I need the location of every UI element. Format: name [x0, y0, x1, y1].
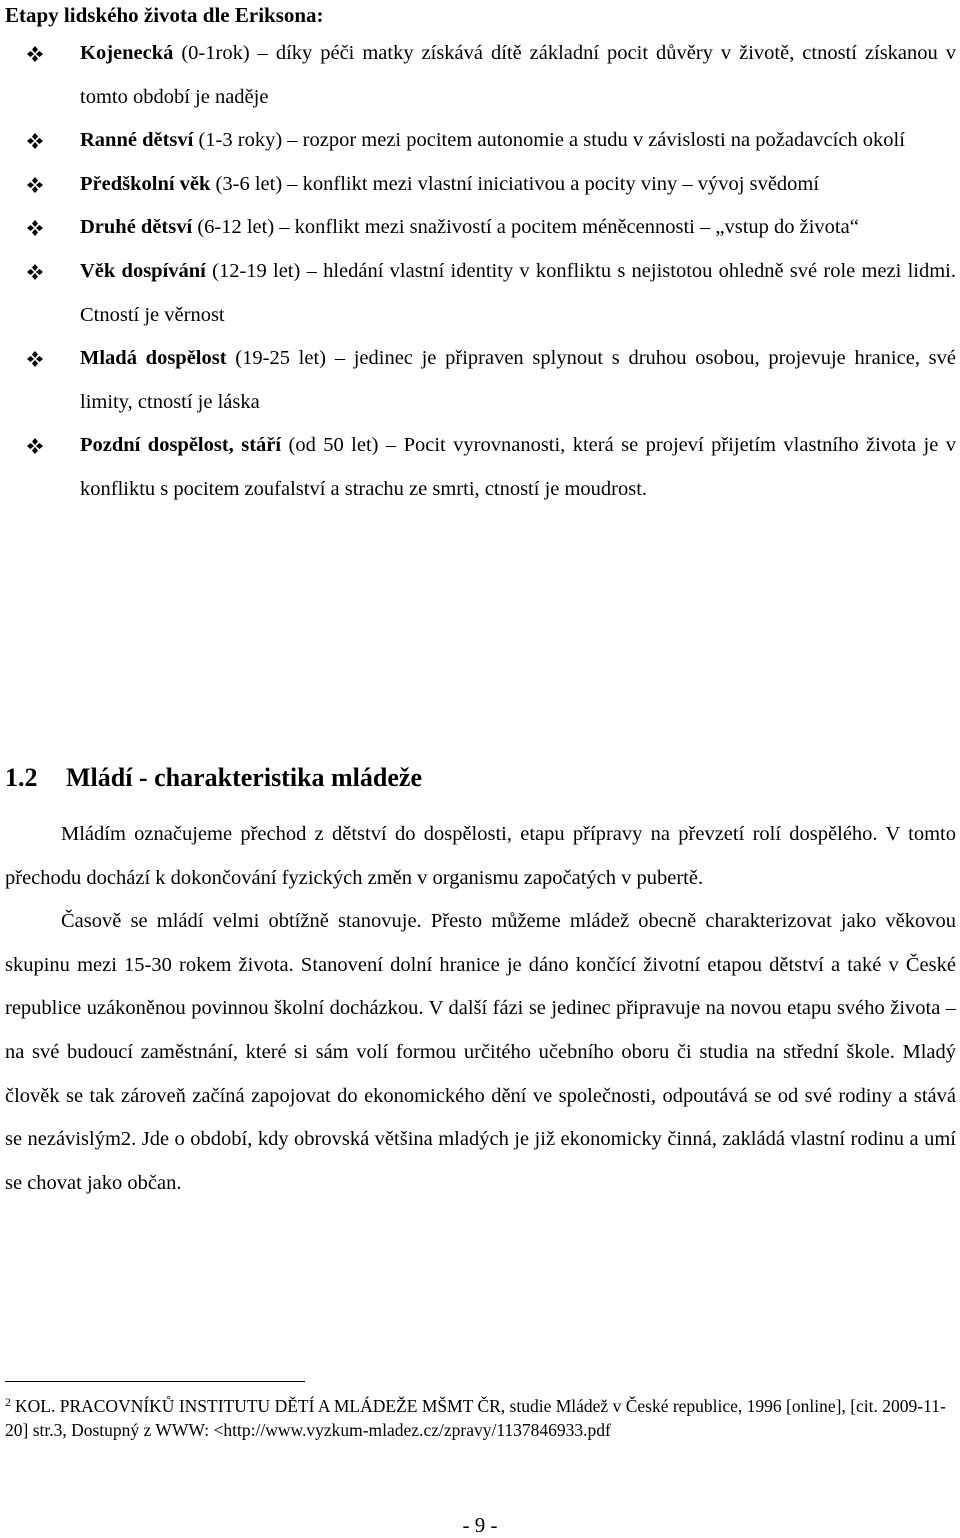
diamond-four-dots-icon — [24, 32, 46, 76]
list-item — [0, 32, 960, 119]
diamond-four-dots-icon — [24, 206, 46, 250]
footnote — [5, 1390, 956, 1442]
section-title: Mládí - charakteristika mládeže — [66, 763, 422, 792]
list-item — [0, 163, 960, 207]
erikson-stages-list — [0, 32, 960, 512]
list-item — [0, 119, 960, 163]
diamond-four-dots-icon — [24, 119, 46, 163]
diamond-four-dots-icon — [24, 250, 46, 294]
stage-text: (0-1rok) – díky péči matky získává dítě základní pocit důvěry v životě, ctností získanou v tomto období je naděje — [80, 42, 956, 108]
paragraph: Časově se mládí velmi obtížně stanovuje. Přesto můžeme mládež obecně charakterizovat jako věkovou skupinu mezi 15-30 rokem života. Stanovení dolní hranice je dáno končící životní etapou dětství a také v České republice uzákoněnou povinnou školní docházkou. V další fázi se jedinec připravuje na novou etapu svého života – na své budoucí zaměstnání, které si sám volí formou určitého učebního oboru či studia na střední škole. Mladý člověk se tak zároveň začíná zapojovat do ekonomického dění ve společnosti, odpoutává se od své rodiny a stává se nezávislým2. Jde o období, kdy obrovská většina mladých je již ekonomicky činná, zakládá vlastní rodinu a umí se chovat jako občan. — [5, 910, 956, 1194]
stage-title: Předškolní věk — [80, 172, 211, 195]
stage-text: (3-6 let) – konflikt mezi vlastní iniciativou a pocity viny – vývoj svědomí — [210, 172, 820, 195]
page-number: - 9 - — [462, 1513, 498, 1537]
section-body — [5, 813, 956, 1205]
list-item — [0, 250, 960, 337]
stage-title: Ranné dětsví — [80, 129, 194, 152]
list-heading: Etapy lidského života dle Eriksona: — [5, 3, 324, 27]
section-number: 1.2 — [5, 763, 38, 792]
stage-text: (6-12 let) – konflikt mezi snaživostí a pocitem méněcennosti – „vstup do života“ — [192, 216, 859, 239]
stage-text: (12-19 let) – hledání vlastní identity v konfliktu s nejistotou ohledně své role mezi lidmi. Ctností je věrnost — [80, 259, 956, 326]
stage-title: Pozdní dospělost, stáří — [80, 434, 282, 457]
footnote-separator — [5, 1381, 305, 1382]
list-item — [0, 424, 960, 511]
stage-text: (1-3 roky) – rozpor mezi pocitem autonomie a studu v závislosti na požadavcích okolí — [193, 129, 905, 152]
diamond-four-dots-icon — [24, 337, 46, 381]
stage-title: Druhé dětsví — [80, 216, 193, 239]
paragraph: Mládím označujeme přechod z dětství do dospělosti, etapu přípravy na převzetí rolí dospělého. V tomto přechodu dochází k dokončování fyzických změn v organismu započatých v pubertě. — [5, 823, 956, 889]
stage-text: (od 50 let) – Pocit vyrovnanosti, která se projeví přijetím vlastního života je v konfliktu s pocitem zoufalství a strachu ze smrti, ctností je moudrost. — [80, 434, 956, 500]
stage-text: (19-25 let) – jedinec je připraven splynout s druhou osobou, projevuje hranice, své limity, ctností je láska — [80, 347, 956, 413]
list-item — [0, 206, 960, 250]
stage-title: Kojenecká — [80, 42, 174, 64]
footnote-mark: 2 — [5, 1395, 11, 1409]
section-heading — [5, 760, 422, 796]
list-item — [0, 337, 960, 424]
footnote-text: KOL. PRACOVNÍKŮ INSTITUTU DĚTÍ A MLÁDEŽE MŠMT ČR, studie Mládež v České republice, 1996 [online], [cit. 2009-11-20] str.3, Dostupný z WWW: <http://www.vyzkum-mladez.cz/zpravy/1137846933.pdf — [5, 1396, 946, 1440]
diamond-four-dots-icon — [24, 163, 46, 207]
stage-title: Mladá dospělost — [80, 347, 227, 370]
diamond-four-dots-icon — [24, 424, 46, 468]
stage-title: Věk dospívání — [80, 259, 206, 282]
